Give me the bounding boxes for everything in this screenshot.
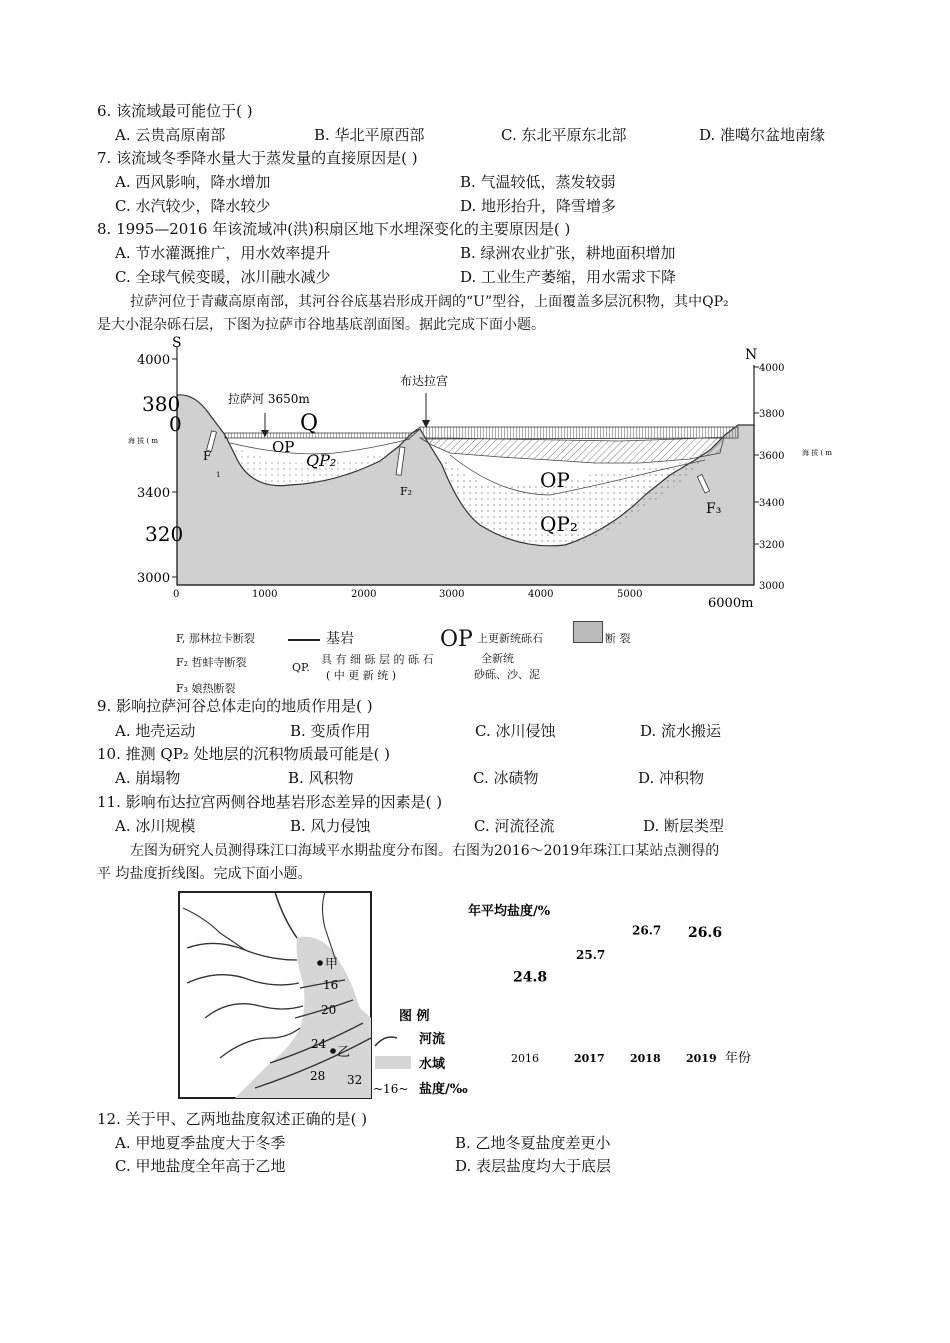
north-label: N	[745, 347, 758, 363]
left-tick-0: 0	[169, 412, 182, 436]
intro1-line2: 是大小混杂砾石层，下图为拉萨市谷地基底剖面图。据此完成下面小题。	[97, 317, 545, 333]
q7-option-b: B. 气温较低，蒸发较弱	[460, 173, 616, 191]
q8-stem: 8. 1995—2016 年该流域冲(洪)积扇区地下水埋深变化的主要原因是( )	[97, 220, 571, 238]
right-tick-4000: 4000	[759, 363, 785, 374]
salinity-line-chart	[460, 895, 790, 1080]
legend-fault-icon	[573, 621, 603, 643]
q-label: Q	[300, 411, 319, 436]
right-tick-3200: 3200	[759, 540, 785, 551]
q11-option-d: D. 断层类型	[643, 817, 725, 835]
fault-f1-label: F	[203, 449, 212, 463]
legend-bedrock: 基岩	[326, 631, 354, 647]
op-layer	[420, 437, 724, 463]
op-small-label: OP	[272, 438, 295, 456]
x-tick-5000: 5000	[617, 589, 643, 600]
chart-title: 年平均盐度/%	[468, 904, 551, 919]
legend-water-icon	[375, 1056, 411, 1069]
legend-op-desc: 上更新统砾石	[477, 632, 543, 645]
right-tick-3400: 3400	[759, 498, 785, 509]
chart-x-tick-2019: 2019	[686, 1052, 717, 1065]
legend-q-desc2: 砂砾、沙、泥	[474, 668, 540, 681]
chart-value-label-2019: 26.6	[688, 924, 723, 941]
left-tick-320: 320	[145, 522, 184, 546]
legend-qp-desc1: 具 有 细 砾 层 的 砾 石	[321, 653, 434, 666]
q10-option-d: D. 冲积物	[638, 769, 705, 787]
op-big-label: OP	[540, 468, 570, 492]
legend-bedrock-line	[288, 639, 320, 641]
q11-stem: 11. 影响布达拉宫两侧谷地基岩形态差异的因素是( )	[97, 793, 443, 811]
q6-stem: 6. 该流域最可能位于( )	[97, 102, 253, 120]
legend-f2: F₂ 哲蚌寺断裂	[176, 656, 247, 669]
q10-stem: 10. 推测 QP₂ 处地层的沉积物质最可能是( )	[97, 745, 391, 763]
q7-option-d: D. 地形抬升，降雪增多	[460, 197, 617, 215]
chart-x-tick-2017: 2017	[574, 1052, 605, 1065]
q8-option-a: A. 节水灌溉推广，用水效率提升	[115, 244, 331, 262]
south-label: S	[172, 335, 182, 351]
x-tick-1000: 1000	[252, 589, 278, 600]
q6-option-c: C. 东北平原东北部	[501, 126, 627, 144]
qp2-big-label: QP₂	[540, 512, 578, 536]
q11-option-a: A. 冰川规模	[115, 817, 196, 835]
q8-option-c: C. 全球气候变暖，冰川融水减少	[115, 268, 331, 286]
chart-value-label-2018: 26.7	[632, 923, 662, 938]
left-tick-4000: 4000	[137, 353, 171, 368]
chart-value-label-2017: 25.7	[576, 948, 606, 963]
q12-option-c: C. 甲地盐度全年高于乙地	[115, 1157, 286, 1175]
chart-xlabel: 年份	[725, 1051, 752, 1066]
legend-river-icon	[375, 1037, 397, 1046]
left-tick-3400: 3400	[137, 486, 171, 501]
map-legend-title: 图 例	[399, 1009, 430, 1024]
x-tick-0: 0	[173, 589, 180, 600]
legend-qp-desc2: ( 中 更 新 统 )	[326, 669, 397, 682]
river-label: 拉萨河 3650m	[228, 392, 310, 406]
right-axis-label: 海 拔 ( m	[802, 449, 833, 457]
q11-option-b: B. 风力侵蚀	[290, 817, 371, 835]
x-tick-6000m: 6000m	[708, 596, 754, 611]
q8-option-d: D. 工业生产萎缩，用水需求下降	[460, 268, 677, 286]
fault-f1-sub: 1	[216, 471, 221, 479]
valley-profile-diagram	[120, 335, 833, 615]
map-iso-28: 28	[310, 1069, 326, 1083]
map-legend-salinity: 盐度/‰	[419, 1082, 468, 1097]
map-yi-label: 乙	[337, 1045, 351, 1060]
right-tick-3600: 3600	[759, 451, 785, 462]
legend-qp-label: QP.	[292, 661, 310, 674]
map-iso-20: 20	[321, 1003, 337, 1017]
map-jia-label: 甲	[325, 957, 339, 972]
q12-option-a: A. 甲地夏季盐度大于冬季	[115, 1134, 286, 1152]
map-legend-water: 水域	[419, 1057, 446, 1072]
chart-x-tick-2018: 2018	[630, 1052, 661, 1065]
x-tick-2000: 2000	[351, 589, 377, 600]
palace-label: 布达拉宫	[400, 374, 449, 388]
q12-stem: 12. 关于甲、乙两地盐度叙述正确的是( )	[97, 1110, 368, 1128]
q9-option-c: C. 冰川侵蚀	[475, 722, 556, 740]
legend-f1: F, 那林拉卡断裂	[176, 632, 255, 645]
q9-stem: 9. 影响拉萨河谷总体走向的地质作用是( )	[97, 697, 373, 715]
intro2-line2: 平 均盐度折线图。完成下面小题。	[97, 866, 312, 882]
x-tick-4000: 4000	[528, 589, 554, 600]
q10-option-b: B. 风积物	[288, 769, 354, 787]
q11-option-c: C. 河流径流	[474, 817, 555, 835]
right-tick-3800: 3800	[759, 409, 785, 420]
map-legend-river: 河流	[419, 1032, 446, 1047]
map-iso-24: 24	[311, 1037, 327, 1051]
chart-x-tick-2016: 2016	[511, 1052, 539, 1065]
q8-option-b: B. 绿洲农业扩张，耕地面积增加	[460, 244, 676, 262]
q12-option-d: D. 表层盐度均大于底层	[455, 1157, 612, 1175]
map-iso-32: 32	[347, 1073, 363, 1087]
q6-option-b: B. 华北平原西部	[314, 126, 425, 144]
legend-op: OP	[440, 627, 473, 652]
q12-option-b: B. 乙地冬夏盐度差更小	[455, 1134, 611, 1152]
estuary-salinity-map	[175, 888, 485, 1103]
x-tick-3000: 3000	[439, 589, 465, 600]
q6-option-a: A. 云贵高原南部	[115, 126, 226, 144]
map-legend-salinity-symbol: ~16~	[373, 1082, 409, 1096]
fault-f3-label: F₃	[706, 501, 722, 517]
left-tick-380: 380	[142, 392, 181, 416]
left-tick-3000: 3000	[137, 571, 171, 586]
intro1-line1: 拉萨河位于青藏高原南部，其河谷谷底基岩形成开阔的“U”型谷，上面覆盖多层沉积物，其中QP₂	[130, 294, 729, 310]
legend-fault: 断 裂	[605, 632, 631, 645]
left-axis-label: 海 拔 ( m	[128, 437, 159, 445]
legend-q-desc1: 全新统	[481, 652, 514, 665]
right-tick-3000: 3000	[759, 581, 785, 592]
q7-stem: 7. 该流域冬季降水量大于蒸发量的直接原因是( )	[97, 149, 418, 167]
q9-option-a: A. 地壳运动	[115, 722, 196, 740]
q9-option-d: D. 流水搬运	[640, 722, 722, 740]
q10-option-a: A. 崩塌物	[115, 769, 181, 787]
q9-option-b: B. 变质作用	[290, 722, 371, 740]
qp2-small-label: QP₂	[306, 451, 337, 470]
legend-f3: F₃ 娘热断裂	[176, 682, 236, 695]
q6-option-d: D. 准噶尔盆地南缘	[699, 126, 826, 144]
intro2-line1: 左图为研究人员测得珠江口海域平水期盐度分布图。右图为2016～2019年珠江口某站点测得的	[130, 843, 720, 859]
map-iso-16: 16	[323, 978, 339, 992]
q7-option-a: A. 西风影响，降水增加	[115, 173, 271, 191]
q10-option-c: C. 冰碛物	[473, 769, 539, 787]
q7-option-c: C. 水汽较少，降水较少	[115, 197, 271, 215]
chart-value-label-2016: 24.8	[513, 969, 548, 986]
fault-f2-label: F₂	[400, 485, 413, 498]
